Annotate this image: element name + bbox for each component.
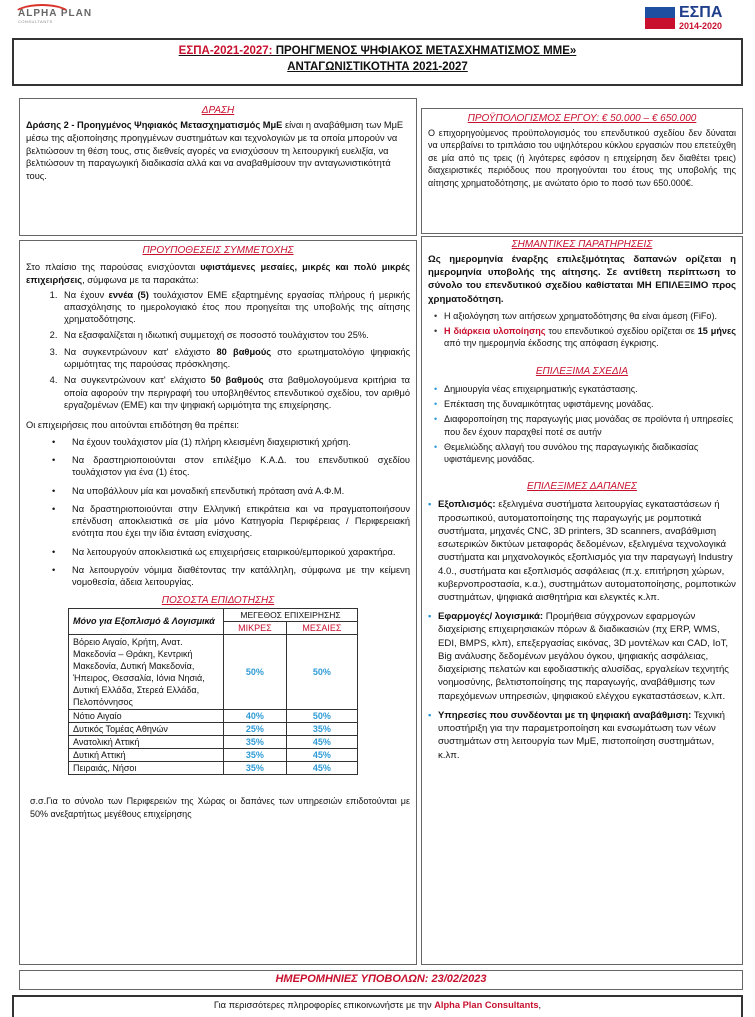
section-prerequisites	[19, 240, 417, 965]
expenses-list	[428, 498, 736, 761]
espa-logo-text: ΕΣΠΑ	[679, 4, 723, 21]
alpha-plan-logo	[18, 8, 92, 24]
list-item: • Να έχουν τουλάχιστον μία (1) πλήρη κλεισμένη διαχειριστική χρήση.	[72, 436, 410, 448]
intro-a: Στο πλαίσιο της παρούσας ενισχύονται	[26, 262, 201, 272]
must-list	[72, 436, 410, 589]
section-right	[421, 236, 743, 965]
budget-heading: ΠΡΟΫΠΟΛΟΓΙΣΜΟΣ ΕΡΓΟΥ: € 50.000 – € 650.000	[467, 113, 697, 124]
logo-swoosh-icon	[12, 4, 72, 28]
rates-medium-header: ΜΕΣΑΙΕΣ	[286, 621, 357, 634]
notes-bold-text: Ως ημερομηνία έναρξης επιλεξιμότητας δαπανών ορίζεται η ημερομηνία υποβολής της αίτησης. Σε αντίθετη περίπτωση το σύνολο του επενδυτικού σχεδίου καθίσταται ΜΗ ΕΠΙΛΕΞΙΜΟ προς χρηματοδότηση.	[428, 254, 736, 305]
title-prefix: ΕΣΠΑ-2021-2027:	[178, 45, 273, 57]
rates-region: Δυτικός Τομέας Αθηνών	[69, 723, 224, 736]
list-item: • Δημιουργία νέας επιχειρηματικής εγκατάστασης.	[434, 383, 736, 395]
footer-brand: Alpha Plan Consultants	[434, 1000, 539, 1010]
list-item: 3. Να συγκεντρώνουν κατ' ελάχιστο 80 βαθμούς στο ερωτηματολόγιο ψηφιακής ωριμότητας της παρούσας πρόσκλησης.	[60, 346, 410, 371]
list-item: 1. Να έχουν εννέα (5) τουλάχιστον ΕΜΕ εξαρτημένης εργασίας πλήρους ή μερικής απασχόλησης το ημερολογιακό έτος που προηγείται της υποβολής της αίτησης χρηματοδότησης.	[60, 289, 410, 326]
list-item: 4. Να συγκεντρώνουν κατ' ελάχιστο 50 βαθμούς στα βαθμολογούμενα κριτήρια τα οποία αφορούν την περιγραφή του υποβληθέντος επενδυτικού σχεδίου, τον αριθμό εργαζομένων (ΕΜΕ) και την ψηφιακή ωριμότητα της επιχείρησης.	[60, 374, 410, 411]
list-item: • Η διάρκεια υλοποίησης του επενδυτικού σχεδίου ορίζεται σε 15 μήνες από την ημερομηνία έκδοσης της απόφαση έγκρισης.	[434, 325, 736, 350]
rates-col0-header: Μόνο για Εξοπλισμό & Λογισμικά	[69, 608, 224, 634]
rates-small-value: 35%	[224, 736, 287, 749]
table-row	[69, 723, 358, 736]
drasi-body: είναι η αναβάθμιση των ΜμΕ μέσω της αξιοποίησης προηγμένων συστημάτων και τεχνολογιών με τα οποία μπορούν να βελτιώσουν τη θέση τους, στις διεθνείς αγορές να ενισχύσουν τη λειτουργική ευελιξία, να βελτιώσουν τη παραγωγική διαδικασία αλλά και να αναβαθμίσουν την ανταγωνιστικότητά τους.	[26, 120, 404, 182]
intro-c: , σύμφωνα με τα παρακάτω:	[82, 274, 199, 285]
rates-medium-value: 45%	[286, 749, 357, 762]
list-item: • Να λειτουργούν αποκλειστικά ως επιχειρήσεις εταιρικού/εμπορικού χαρακτήρα.	[72, 546, 410, 558]
drasi-bold: Δράσης 2 - Προηγμένος Ψηφιακός Μετασχηματισμός ΜμΕ	[26, 120, 283, 130]
plans-heading: ΕΠΙΛΕΞΙΜΑ ΣΧΕΔΙΑ	[535, 365, 629, 377]
table-row	[69, 710, 358, 723]
notes-list	[434, 310, 736, 350]
rates-region: Πειραιάς, Νήσοι	[69, 762, 224, 775]
table-row	[69, 749, 358, 762]
rates-small-value: 35%	[224, 749, 287, 762]
section-budget	[421, 108, 743, 234]
rates-region: Βόρειο Αιγαίο, Κρήτη, Ανατ. Μακεδονία – Θράκη, Κεντρική Μακεδονία, Δυτική Μακεδονία, Ήπειρος, Θεσσαλία, Ιόνια Νησιά, Δυτική Ελλάδα, Στερεά Ελλάδα, Πελοπόννησος	[69, 634, 224, 710]
must-intro: Οι επιχειρήσεις που αιτούνται επιδότηση θα πρέπει:	[26, 420, 239, 431]
drasi-heading: ΔΡΑΣΗ	[201, 105, 235, 116]
rates-small-value: 25%	[224, 723, 287, 736]
footer	[12, 995, 743, 1017]
list-item: • Υπηρεσίες που συνδέονται με τη ψηφιακή αναβάθμιση: Τεχνική υποστήριξη για την παραμετροποίηση και ενσωμάτωση των νέων συστημάτων στη λειτουργία των ΜμΕ, πιστοποίηση συστημάτων, κ.λπ.	[428, 709, 736, 762]
rates-small-value: 40%	[224, 710, 287, 723]
expenses-heading: ΕΠΙΛΕΞΙΜΕΣ ΔΑΠΑΝΕΣ	[527, 481, 637, 493]
table-row	[69, 634, 358, 710]
list-item: • Διαφοροποίηση της παραγωγής μιας μονάδας σε προϊόντα ή υπηρεσίες που δεν έχουν παραχθεί ποτέ σε αυτήν	[434, 413, 736, 438]
plans-list	[434, 383, 736, 466]
footer-end: ,	[538, 1000, 542, 1010]
rates-region: Ανατολική Αττική	[69, 736, 224, 749]
table-header-row	[69, 608, 358, 621]
rates-group-header: ΜΕΓΕΘΟΣ ΕΠΙΧΕΙΡΗΣΗΣ	[224, 608, 358, 621]
rates-small-header: ΜΙΚΡΕΣ	[224, 621, 287, 634]
rates-medium-value: 45%	[286, 762, 357, 775]
title-line-1	[14, 45, 741, 57]
espa-logo-years: 2014-2020	[679, 21, 723, 31]
list-item: • Θεμελιώδης αλλαγή του συνόλου της παραγωγικής διαδικασίας υφιστάμενης μονάδας.	[434, 441, 736, 466]
rates-small-value: 50%	[224, 634, 287, 710]
logo-text: ALPHA PLAN	[18, 8, 93, 19]
list-item: • Εφαρμογές/ λογισμικά: Προμήθεια σύγχρονων εφαρμογών διαχείρισης επιχειρησιακών πόρων & διαδικασιών (πχ ERP, WMS, EDI, BMPS, κλπ), επεξεργασίας εικόνας, 3D μοντέλων και CAD, IoT, Big ανάλυσης δεδομένων μεγάλου όγκου, ψηφιακής ασφάλειας, διαχείρισης πελατών και εφοδιαστικής αλυσίδας, εργαλείων τεχνητής νοημοσύνης, βελτιστοποίησης της παραγωγής, αναβάθμισης των παρεχόμενων υπηρεσιών, ψηφιακού ελέγχου εγκαταστάσεων, κ.λπ.	[428, 610, 736, 703]
prerequisites-heading: ΠΡΟΥΠΟΘΕΣΕΙΣ ΣΥΜΜΕΤΟΧΗΣ	[142, 245, 294, 256]
submission-deadline: ΗΜΕΡΟΜΗΝΙΕΣ ΥΠΟΒΟΛΩΝ: 23/02/2023	[19, 970, 743, 990]
header	[0, 0, 755, 36]
prerequisites-intro	[26, 261, 410, 287]
rates-medium-value: 45%	[286, 736, 357, 749]
budget-text: Ο επιχορηγούμενος προϋπολογισμός του επενδυτικού σχεδίου δεν δύναται να υπερβαίνει το τριπλάσιο του υψηλότερου κύκλου εργασιών που επετεύχθη σε μία από τις τρεις (ή λιγότερες εφόσον η επιχείρηση δεν διαθέτει τρεις) διαχειριστικές περιόδους που προηγούνται του έτους της υποβολής της αίτησης χρηματοδότησης, με ανώτατο όριο το ποσό των 650.000€.	[428, 128, 736, 188]
list-item: • Εξοπλισμός: εξελιγμένα συστήματα λειτουργίας εγκαταστάσεων ή προσωπικού, αυτοματοποίησης της παραγωγής με ρομποτικά συστήματα, μηχανές CNC, 3D printers, 3D scanners, αναβάθμιση εσωτερικών δικτύων μεταφοράς δεδομένων, εξελιγμένα τεχνολογικά συστήματα και μηχανολογικός εξοπλισμός για την παραγωγή Industry 4.0., συστήματα και εξοπλισμός ασφάλειας (π.χ. επιτήρηση χώρων, κυβερνοπροστασία, κ.α.), συστημάτων αυτοματοποίησης, ρομποτικών συστημάτων, ψηφιακά αισθητήρια και ελεγκτές κ.λπ.	[428, 498, 736, 604]
list-item: • Επέκταση της δυναμικότητας υφιστάμενης μονάδας.	[434, 398, 736, 410]
drasi-text	[26, 119, 410, 183]
document-title	[12, 38, 743, 86]
list-item: • Η αξιολόγηση των αιτήσεων χρηματοδότησης θα είναι άμεση (FiFo).	[434, 310, 736, 322]
title-main: ΠΡΟΗΓΜΕΝΟΣ ΨΗΦΙΑΚΟΣ ΜΕΤΑΣΧΗΜΑΤΙΣΜΟΣ ΜΜΕ»	[272, 45, 577, 57]
logo-subtext: CONSULTANTS	[18, 19, 53, 24]
rates-region: Δυτική Αττική	[69, 749, 224, 762]
list-item: • Να δραστηριοποιούνται στον επιλέξιμο Κ.Α.Δ. του επενδυτικού σχεδίου τουλάχιστον για ένα (1) έτος.	[72, 454, 410, 479]
espa-logo	[645, 4, 743, 32]
title-line-2: ΑΝΤΑΓΩΝΙΣΤΙΚΟΤΗΤΑ 2021-2027	[287, 61, 468, 73]
list-item: • Να λειτουργούν νόμιμα διαθέτοντας την κατάλληλη, σύμφωνα με την κείμενη νομοθεσία, άδεια λειτουργίας.	[72, 564, 410, 589]
rates-medium-value: 50%	[286, 710, 357, 723]
table-row	[69, 762, 358, 775]
list-item: • Να υποβάλλουν μία και μοναδική επενδυτική πρόταση ανά Α.Φ.Μ.	[72, 485, 410, 497]
rates-small-value: 35%	[224, 762, 287, 775]
eu-greek-flag-icon	[645, 7, 675, 29]
rates-region: Νότιο Αιγαίο	[69, 710, 224, 723]
rates-table	[68, 608, 358, 776]
list-item: • Να δραστηριοποιούνται στην Ελληνική επικράτεια και να πραγματοποιήσουν επένδυση αποκλειστικά σε μία μόνο Κατηγορία Περιφέρειας / Περιφερειακή ενότητα που έχει την ίδια ένταση ενίσχυσης.	[72, 503, 410, 540]
rates-medium-value: 35%	[286, 723, 357, 736]
list-item: 2. Να εξασφαλίζεται η ιδιωτική συμμετοχή σε ποσοστό τουλάχιστον του 25%.	[60, 329, 410, 341]
notes-heading: ΣΗΜΑΝΤΙΚΕΣ ΠΑΡΑΤΗΡΗΣΕΙΣ	[511, 239, 653, 250]
section-drasi	[19, 98, 417, 236]
footer-text: Για περισσότερες πληροφορίες επικοινωνήστε με την	[213, 1000, 435, 1010]
rates-note: σ.σ.Για το σύνολο των Περιφερειών της Χώρας οι δαπάνες των υπηρεσιών επιδοτούνται με 50% ανεξαρτήτως μεγέθους επιχείρησης	[30, 796, 410, 819]
rates-heading: ΠΟΣΟΣΤΑ ΕΠΙΔΟΤΗΣΗΣ	[161, 594, 275, 606]
rates-medium-value: 50%	[286, 634, 357, 710]
prerequisites-list	[60, 289, 410, 411]
intro-b: υφιστάμενες μεσαίες, μικρές και πολύ μικρές επιχειρήσεις	[26, 262, 410, 285]
table-row	[69, 736, 358, 749]
